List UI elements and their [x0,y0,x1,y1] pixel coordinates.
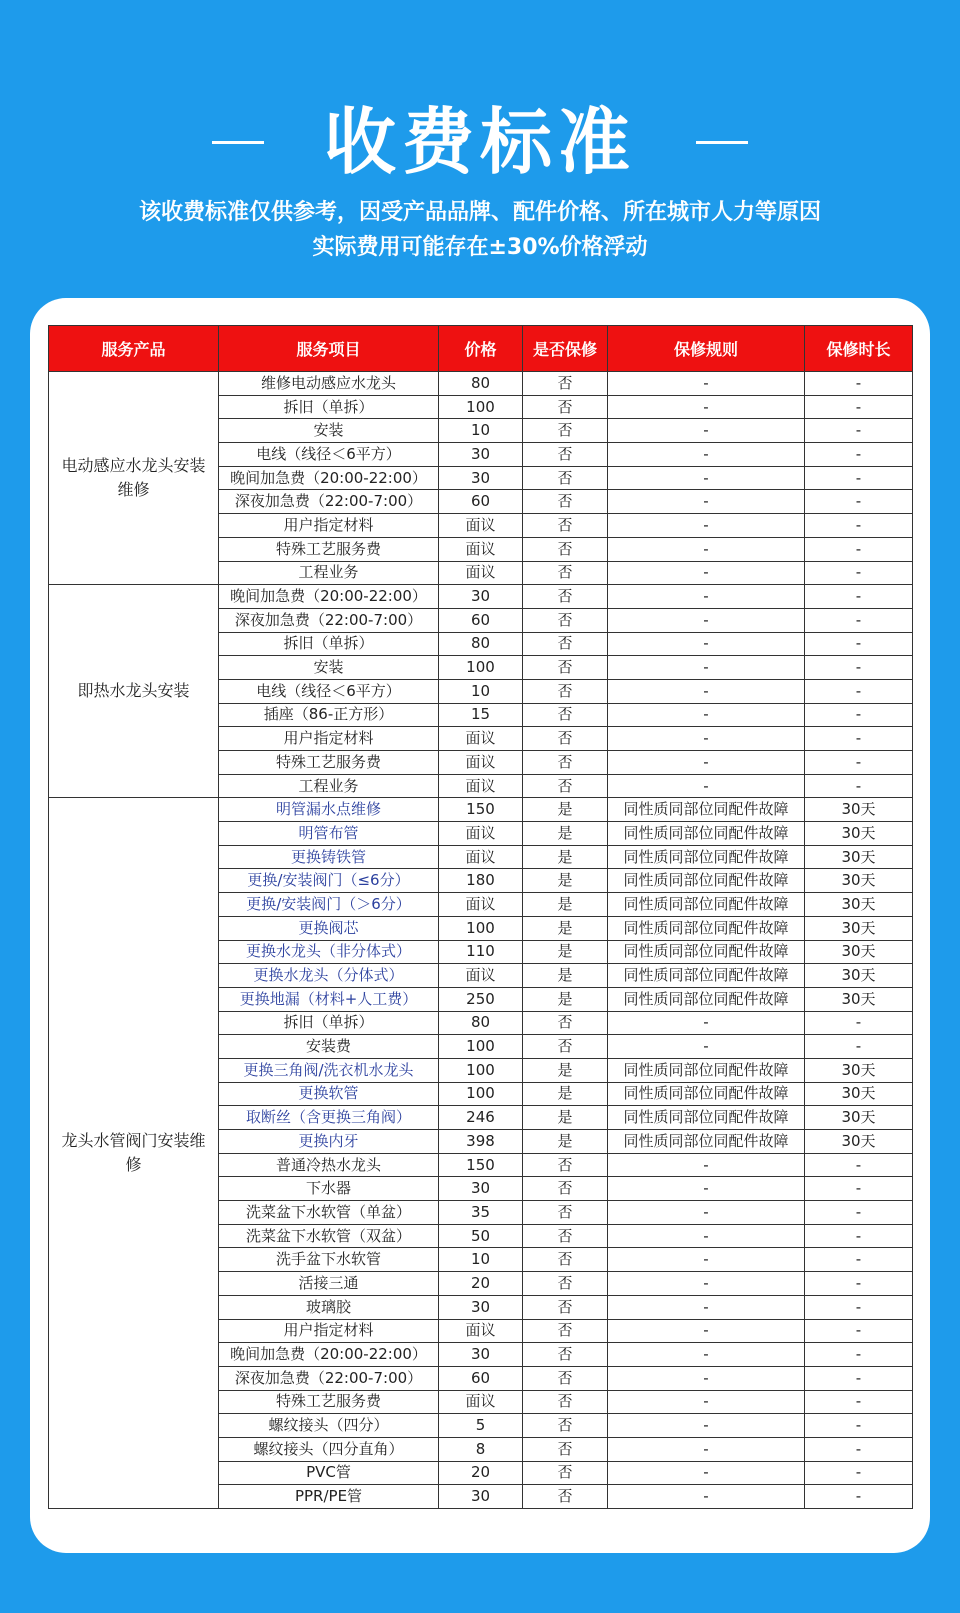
price: 10 [439,679,523,703]
service-item: 晚间加急费（20:00-22:00） [219,466,439,490]
warranty-duration: - [805,1366,913,1390]
service-product: 即热水龙头安装 [49,585,219,798]
service-item: 安装 [219,656,439,680]
warranty-rule: - [608,443,805,467]
column-header: 是否保修 [523,326,608,372]
warranty-flag: 否 [523,585,608,609]
warranty-flag: 否 [523,632,608,656]
service-item: 安装费 [219,1035,439,1059]
warranty-flag: 是 [523,869,608,893]
price: 150 [439,1153,523,1177]
warranty-rule: - [608,419,805,443]
table-row [49,798,913,822]
service-item: 活接三通 [219,1272,439,1296]
service-item: 更换三角阀/洗衣机水龙头 [219,1058,439,1082]
service-item: 拆旧（单拆） [219,632,439,656]
warranty-duration: - [805,727,913,751]
service-item: 工程业务 [219,774,439,798]
service-item: 玻璃胶 [219,1295,439,1319]
service-item: 螺纹接头（四分） [219,1414,439,1438]
warranty-duration: - [805,608,913,632]
warranty-duration: 30天 [805,987,913,1011]
price: 100 [439,395,523,419]
warranty-rule: - [608,1485,805,1509]
warranty-duration: - [805,1390,913,1414]
warranty-flag: 是 [523,987,608,1011]
column-header: 服务产品 [49,326,219,372]
warranty-duration: - [805,419,913,443]
warranty-flag: 否 [523,1248,608,1272]
service-item: 特殊工艺服务费 [219,1390,439,1414]
price: 30 [439,1177,523,1201]
price: 30 [439,443,523,467]
service-product: 龙头水管阀门安装维修 [49,798,219,1509]
price: 80 [439,632,523,656]
service-product: 电动感应水龙头安装维修 [49,372,219,585]
service-item: 用户指定材料 [219,727,439,751]
warranty-duration: - [805,1414,913,1438]
warranty-rule: - [608,1295,805,1319]
price: 30 [439,1485,523,1509]
warranty-rule: 同性质同部位同配件故障 [608,987,805,1011]
price: 398 [439,1130,523,1154]
warranty-flag: 否 [523,490,608,514]
column-header: 保修规则 [608,326,805,372]
warranty-duration: 30天 [805,869,913,893]
warranty-duration: 30天 [805,964,913,988]
warranty-duration: 30天 [805,1106,913,1130]
warranty-rule: - [608,1366,805,1390]
warranty-duration: - [805,656,913,680]
warranty-rule: 同性质同部位同配件故障 [608,1106,805,1130]
service-item: 明管漏水点维修 [219,798,439,822]
warranty-rule: - [608,632,805,656]
warranty-flag: 否 [523,1224,608,1248]
price: 面议 [439,1319,523,1343]
price: 面议 [439,1390,523,1414]
warranty-rule: - [608,1343,805,1367]
warranty-duration: 30天 [805,916,913,940]
warranty-flag: 否 [523,1366,608,1390]
warranty-rule: - [608,1461,805,1485]
service-item: 更换地漏（材料+人工费） [219,987,439,1011]
price: 50 [439,1224,523,1248]
warranty-rule: - [608,1437,805,1461]
service-item: 工程业务 [219,561,439,585]
warranty-duration: 30天 [805,798,913,822]
subtitle-line-2: 实际费用可能存在±30%价格浮动 [312,235,648,260]
price: 100 [439,1082,523,1106]
warranty-duration: - [805,372,913,396]
title-row [0,98,960,186]
service-item: 普通冷热水龙头 [219,1153,439,1177]
warranty-flag: 否 [523,1177,608,1201]
price: 8 [439,1437,523,1461]
warranty-rule: - [608,395,805,419]
warranty-rule: 同性质同部位同配件故障 [608,964,805,988]
warranty-flag: 是 [523,916,608,940]
warranty-flag: 是 [523,822,608,846]
price: 面议 [439,822,523,846]
warranty-duration: - [805,561,913,585]
price: 20 [439,1272,523,1296]
service-item: PVC管 [219,1461,439,1485]
warranty-duration: - [805,774,913,798]
warranty-duration: 30天 [805,1082,913,1106]
price: 150 [439,798,523,822]
price: 60 [439,1366,523,1390]
warranty-duration: - [805,1248,913,1272]
warranty-flag: 否 [523,1153,608,1177]
subtitle-line-1: 该收费标准仅供参考，因受产品品牌、配件价格、所在城市人力等原因 [138,200,821,225]
warranty-flag: 否 [523,727,608,751]
warranty-rule: 同性质同部位同配件故障 [608,845,805,869]
warranty-rule: - [608,679,805,703]
service-item: 取断丝（含更换三角阀） [219,1106,439,1130]
warranty-duration: - [805,1177,913,1201]
warranty-flag: 是 [523,798,608,822]
warranty-rule: - [608,1319,805,1343]
warranty-rule: - [608,372,805,396]
warranty-rule: 同性质同部位同配件故障 [608,1130,805,1154]
price: 100 [439,656,523,680]
warranty-rule: 同性质同部位同配件故障 [608,1082,805,1106]
warranty-flag: 否 [523,1390,608,1414]
price: 30 [439,1343,523,1367]
column-header: 价格 [439,326,523,372]
price-table [48,325,913,1509]
warranty-flag: 否 [523,1201,608,1225]
service-item: 更换软管 [219,1082,439,1106]
service-item: 晚间加急费（20:00-22:00） [219,1343,439,1367]
service-item: 深夜加急费（22:00-7:00） [219,490,439,514]
warranty-rule: 同性质同部位同配件故障 [608,1058,805,1082]
warranty-flag: 否 [523,466,608,490]
warranty-flag: 否 [523,395,608,419]
warranty-duration: - [805,1035,913,1059]
warranty-duration: - [805,1343,913,1367]
warranty-rule: - [608,727,805,751]
warranty-duration: - [805,632,913,656]
warranty-rule: - [608,1177,805,1201]
warranty-rule: - [608,1414,805,1438]
price: 面议 [439,537,523,561]
service-item: 洗菜盆下水软管（双盆） [219,1224,439,1248]
table-row [49,585,913,609]
table-body [49,372,913,1509]
warranty-duration: - [805,537,913,561]
warranty-rule: - [608,1153,805,1177]
service-item: 拆旧（单拆） [219,1011,439,1035]
service-item: 洗菜盆下水软管（单盆） [219,1201,439,1225]
price: 100 [439,916,523,940]
warranty-flag: 否 [523,679,608,703]
price: 5 [439,1414,523,1438]
title-dash-left [212,141,264,144]
price: 面议 [439,893,523,917]
price: 面议 [439,561,523,585]
warranty-flag: 否 [523,656,608,680]
warranty-flag: 否 [523,537,608,561]
warranty-flag: 是 [523,964,608,988]
service-item: 晚间加急费（20:00-22:00） [219,585,439,609]
table-header-row [49,326,913,372]
service-item: 更换/安装阀门（＞6分） [219,893,439,917]
price: 60 [439,490,523,514]
warranty-flag: 否 [523,561,608,585]
warranty-rule: 同性质同部位同配件故障 [608,940,805,964]
warranty-duration: - [805,514,913,538]
price: 面议 [439,774,523,798]
warranty-flag: 否 [523,1485,608,1509]
warranty-flag: 否 [523,1437,608,1461]
warranty-rule: - [608,1201,805,1225]
warranty-flag: 否 [523,372,608,396]
warranty-flag: 是 [523,845,608,869]
warranty-duration: - [805,1224,913,1248]
warranty-flag: 否 [523,1461,608,1485]
warranty-rule: - [608,1035,805,1059]
price: 面议 [439,727,523,751]
warranty-duration: - [805,679,913,703]
warranty-rule: - [608,1011,805,1035]
warranty-flag: 否 [523,703,608,727]
warranty-duration: - [805,585,913,609]
service-item: 用户指定材料 [219,514,439,538]
service-item: 更换/安装阀门（≤6分） [219,869,439,893]
warranty-rule: 同性质同部位同配件故障 [608,869,805,893]
warranty-duration: - [805,1485,913,1509]
price: 面议 [439,751,523,775]
table-row [49,372,913,396]
service-item: 更换水龙头（非分体式） [219,940,439,964]
warranty-flag: 否 [523,443,608,467]
warranty-rule: - [608,585,805,609]
warranty-flag: 否 [523,1414,608,1438]
price: 60 [439,608,523,632]
price: 35 [439,1201,523,1225]
price: 30 [439,585,523,609]
warranty-duration: - [805,1461,913,1485]
header [0,0,960,300]
warranty-duration: - [805,1011,913,1035]
price: 15 [439,703,523,727]
warranty-duration: - [805,1153,913,1177]
service-item: 更换水龙头（分体式） [219,964,439,988]
warranty-flag: 否 [523,419,608,443]
warranty-duration: - [805,751,913,775]
service-item: 更换铸铁管 [219,845,439,869]
price: 面议 [439,514,523,538]
price: 30 [439,1295,523,1319]
column-header: 保修时长 [805,326,913,372]
service-item: PPR/PE管 [219,1485,439,1509]
service-item: 用户指定材料 [219,1319,439,1343]
warranty-rule: 同性质同部位同配件故障 [608,822,805,846]
warranty-rule: - [608,656,805,680]
column-header: 服务项目 [219,326,439,372]
price: 100 [439,1058,523,1082]
service-item: 深夜加急费（22:00-7:00） [219,608,439,632]
warranty-flag: 否 [523,751,608,775]
warranty-duration: 30天 [805,940,913,964]
price: 110 [439,940,523,964]
warranty-rule: - [608,1272,805,1296]
warranty-duration: - [805,703,913,727]
warranty-flag: 否 [523,774,608,798]
warranty-rule: - [608,1390,805,1414]
warranty-flag: 否 [523,1343,608,1367]
service-item: 更换阀芯 [219,916,439,940]
warranty-flag: 是 [523,1058,608,1082]
warranty-rule: - [608,514,805,538]
warranty-duration: - [805,1319,913,1343]
warranty-flag: 是 [523,1106,608,1130]
warranty-flag: 否 [523,1011,608,1035]
warranty-rule: - [608,1224,805,1248]
warranty-rule: - [608,608,805,632]
warranty-flag: 否 [523,514,608,538]
warranty-duration: - [805,1437,913,1461]
service-item: 更换内牙 [219,1130,439,1154]
service-item: 下水器 [219,1177,439,1201]
price: 180 [439,869,523,893]
warranty-rule: - [608,703,805,727]
service-item: 明管布管 [219,822,439,846]
warranty-rule: - [608,466,805,490]
warranty-duration: 30天 [805,845,913,869]
service-item: 洗手盆下水软管 [219,1248,439,1272]
warranty-duration: 30天 [805,893,913,917]
warranty-rule: - [608,751,805,775]
warranty-duration: - [805,1201,913,1225]
price: 面议 [439,845,523,869]
warranty-flag: 否 [523,608,608,632]
service-item: 插座（86-正方形） [219,703,439,727]
warranty-duration: - [805,443,913,467]
warranty-duration: - [805,1272,913,1296]
warranty-rule: 同性质同部位同配件故障 [608,893,805,917]
warranty-flag: 是 [523,940,608,964]
warranty-rule: 同性质同部位同配件故障 [608,916,805,940]
warranty-flag: 否 [523,1272,608,1296]
price: 250 [439,987,523,1011]
warranty-rule: - [608,490,805,514]
warranty-rule: - [608,1248,805,1272]
service-item: 螺纹接头（四分直角） [219,1437,439,1461]
warranty-rule: - [608,537,805,561]
service-item: 深夜加急费（22:00-7:00） [219,1366,439,1390]
price: 10 [439,419,523,443]
price: 面议 [439,964,523,988]
warranty-flag: 是 [523,893,608,917]
price: 10 [439,1248,523,1272]
price: 20 [439,1461,523,1485]
warranty-flag: 否 [523,1295,608,1319]
warranty-flag: 是 [523,1082,608,1106]
page-title: 收费标准 [323,100,636,184]
price: 80 [439,1011,523,1035]
warranty-duration: - [805,466,913,490]
service-item: 特殊工艺服务费 [219,751,439,775]
price: 100 [439,1035,523,1059]
warranty-flag: 否 [523,1035,608,1059]
service-item: 维修电动感应水龙头 [219,372,439,396]
warranty-rule: 同性质同部位同配件故障 [608,798,805,822]
service-item: 特殊工艺服务费 [219,537,439,561]
warranty-rule: - [608,561,805,585]
price: 246 [439,1106,523,1130]
title-dash-right [696,141,748,144]
price: 80 [439,372,523,396]
service-item: 电线（线径＜6平方） [219,443,439,467]
warranty-duration: - [805,490,913,514]
warranty-flag: 是 [523,1130,608,1154]
service-item: 拆旧（单拆） [219,395,439,419]
service-item: 电线（线径＜6平方） [219,679,439,703]
warranty-duration: - [805,395,913,419]
price: 30 [439,466,523,490]
warranty-duration: 30天 [805,1130,913,1154]
warranty-rule: - [608,774,805,798]
service-item: 安装 [219,419,439,443]
warranty-duration: - [805,1295,913,1319]
warranty-flag: 否 [523,1319,608,1343]
warranty-duration: 30天 [805,1058,913,1082]
warranty-duration: 30天 [805,822,913,846]
